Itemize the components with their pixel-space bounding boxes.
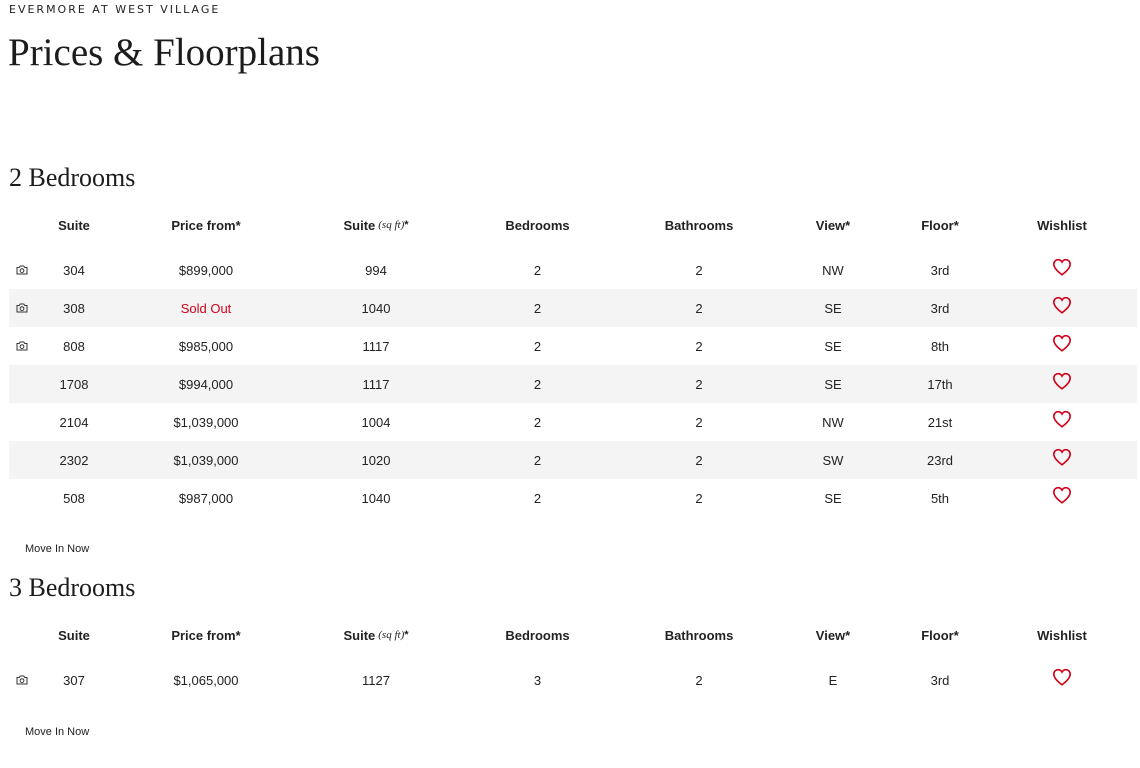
column-header-view: View* xyxy=(815,627,851,643)
sqft-header-note: * xyxy=(404,219,409,231)
column-header-sqft xyxy=(326,211,426,239)
sqft-value: 1020 xyxy=(361,452,391,468)
table-row[interactable] xyxy=(9,251,1137,289)
table-row[interactable] xyxy=(9,661,1137,699)
floor-value: 3rd xyxy=(930,672,950,688)
floor-value: 23rd xyxy=(926,452,954,468)
heart-icon[interactable] xyxy=(1022,251,1102,289)
suite-number: 308 xyxy=(63,300,85,316)
column-header-floor: Floor* xyxy=(921,627,959,643)
sqft-value: 1040 xyxy=(361,300,391,316)
bedrooms-value: 2 xyxy=(533,338,542,354)
price-value: $1,039,000 xyxy=(173,452,239,468)
table-row[interactable] xyxy=(9,479,1137,517)
suite-number: 304 xyxy=(63,262,85,278)
price-value: $1,065,000 xyxy=(173,672,239,688)
sqft-header-label: Suite xyxy=(343,217,376,233)
floor-value: 3rd xyxy=(930,262,950,278)
column-header-suite: Suite xyxy=(58,627,90,643)
camera-icon[interactable] xyxy=(9,327,35,365)
bedrooms-value: 3 xyxy=(533,672,542,688)
bedrooms-value: 2 xyxy=(533,414,542,430)
table-row[interactable] xyxy=(9,441,1137,479)
bathrooms-value: 2 xyxy=(695,300,703,316)
table-3-bedrooms xyxy=(9,621,1137,699)
view-value: SW xyxy=(822,452,844,468)
floor-value: 5th xyxy=(930,490,950,506)
table-2-bedrooms xyxy=(9,211,1137,517)
heart-icon[interactable] xyxy=(1022,327,1102,365)
page-title: Prices & Floorplans xyxy=(8,31,320,74)
view-value: SE xyxy=(824,300,842,316)
table-row[interactable] xyxy=(9,289,1137,327)
floor-value: 17th xyxy=(927,376,953,392)
bathrooms-value: 2 xyxy=(695,672,703,688)
column-header-bedrooms: Bedrooms xyxy=(505,627,570,643)
suite-number: 1708 xyxy=(59,376,89,392)
column-header-bathrooms: Bathrooms xyxy=(664,217,734,233)
sqft-header-unit: (sq ft) xyxy=(378,219,405,231)
bathrooms-value: 2 xyxy=(695,414,703,430)
floor-value: 8th xyxy=(930,338,950,354)
bathrooms-value: 2 xyxy=(695,376,703,392)
column-header-price: Price from* xyxy=(171,627,241,643)
view-value: SE xyxy=(824,490,842,506)
camera-icon[interactable] xyxy=(9,289,35,327)
camera-icon[interactable] xyxy=(9,661,35,699)
price-value: $899,000 xyxy=(178,262,234,278)
price-value: $994,000 xyxy=(178,376,234,392)
bathrooms-value: 2 xyxy=(695,452,703,468)
column-header-bathrooms: Bathrooms xyxy=(664,627,734,643)
sqft-value: 994 xyxy=(365,262,387,278)
view-value: SE xyxy=(824,376,842,392)
sqft-value: 1117 xyxy=(362,376,390,392)
heart-icon[interactable] xyxy=(1022,289,1102,327)
column-header-view: View* xyxy=(815,217,851,233)
table-row[interactable] xyxy=(9,403,1137,441)
suite-number: 2104 xyxy=(59,414,89,430)
sqft-header-label: Suite xyxy=(343,627,376,643)
heart-icon[interactable] xyxy=(1022,403,1102,441)
view-value: SE xyxy=(824,338,842,354)
table-row[interactable] xyxy=(9,365,1137,403)
suite-number: 2302 xyxy=(59,452,89,468)
price-value: $985,000 xyxy=(178,338,234,354)
table-header xyxy=(9,211,1137,239)
column-header-floor: Floor* xyxy=(921,217,959,233)
column-header-sqft xyxy=(326,621,426,649)
heart-icon[interactable] xyxy=(1022,661,1102,699)
sqft-header-unit: (sq ft) xyxy=(378,629,405,641)
suite-number: 808 xyxy=(63,338,85,354)
section-title-3-bedrooms: 3 Bedrooms xyxy=(9,573,136,602)
floor-value: 3rd xyxy=(930,300,950,316)
column-header-bedrooms: Bedrooms xyxy=(505,217,570,233)
sqft-value: 1127 xyxy=(362,672,390,688)
bathrooms-value: 2 xyxy=(695,262,703,278)
view-value: E xyxy=(828,672,838,688)
sold-out-badge: Sold Out xyxy=(180,300,232,316)
column-header-price: Price from* xyxy=(171,217,241,233)
sqft-value: 1117 xyxy=(362,338,390,354)
section-title-2-bedrooms: 2 Bedrooms xyxy=(9,163,136,192)
sqft-value: 1004 xyxy=(361,414,391,430)
bedrooms-value: 2 xyxy=(533,452,542,468)
price-value: $1,039,000 xyxy=(173,414,239,430)
bathrooms-value: 2 xyxy=(695,338,703,354)
table-row[interactable] xyxy=(9,327,1137,365)
bathrooms-value: 2 xyxy=(695,490,703,506)
heart-icon[interactable] xyxy=(1022,441,1102,479)
column-header-wishlist: Wishlist xyxy=(1037,627,1087,643)
view-value: NW xyxy=(822,262,844,278)
price-value: $987,000 xyxy=(178,490,234,506)
view-value: NW xyxy=(822,414,844,430)
eyebrow-brand: EVERMORE AT WEST VILLAGE xyxy=(9,3,221,16)
column-header-wishlist: Wishlist xyxy=(1037,217,1087,233)
bedrooms-value: 2 xyxy=(533,376,542,392)
move-in-now-link[interactable]: Move In Now xyxy=(25,543,90,555)
heart-icon[interactable] xyxy=(1022,365,1102,403)
camera-icon[interactable] xyxy=(9,251,35,289)
sqft-header-note: * xyxy=(404,629,409,641)
move-in-now-link[interactable]: Move In Now xyxy=(25,726,90,738)
bedrooms-value: 2 xyxy=(533,300,542,316)
suite-number: 307 xyxy=(63,672,85,688)
bedrooms-value: 2 xyxy=(533,262,542,278)
table-header xyxy=(9,621,1137,649)
suite-number: 508 xyxy=(63,490,85,506)
column-header-suite: Suite xyxy=(58,217,90,233)
bedrooms-value: 2 xyxy=(533,490,542,506)
heart-icon[interactable] xyxy=(1022,479,1102,517)
sqft-value: 1040 xyxy=(361,490,391,506)
floor-value: 21st xyxy=(927,414,953,430)
